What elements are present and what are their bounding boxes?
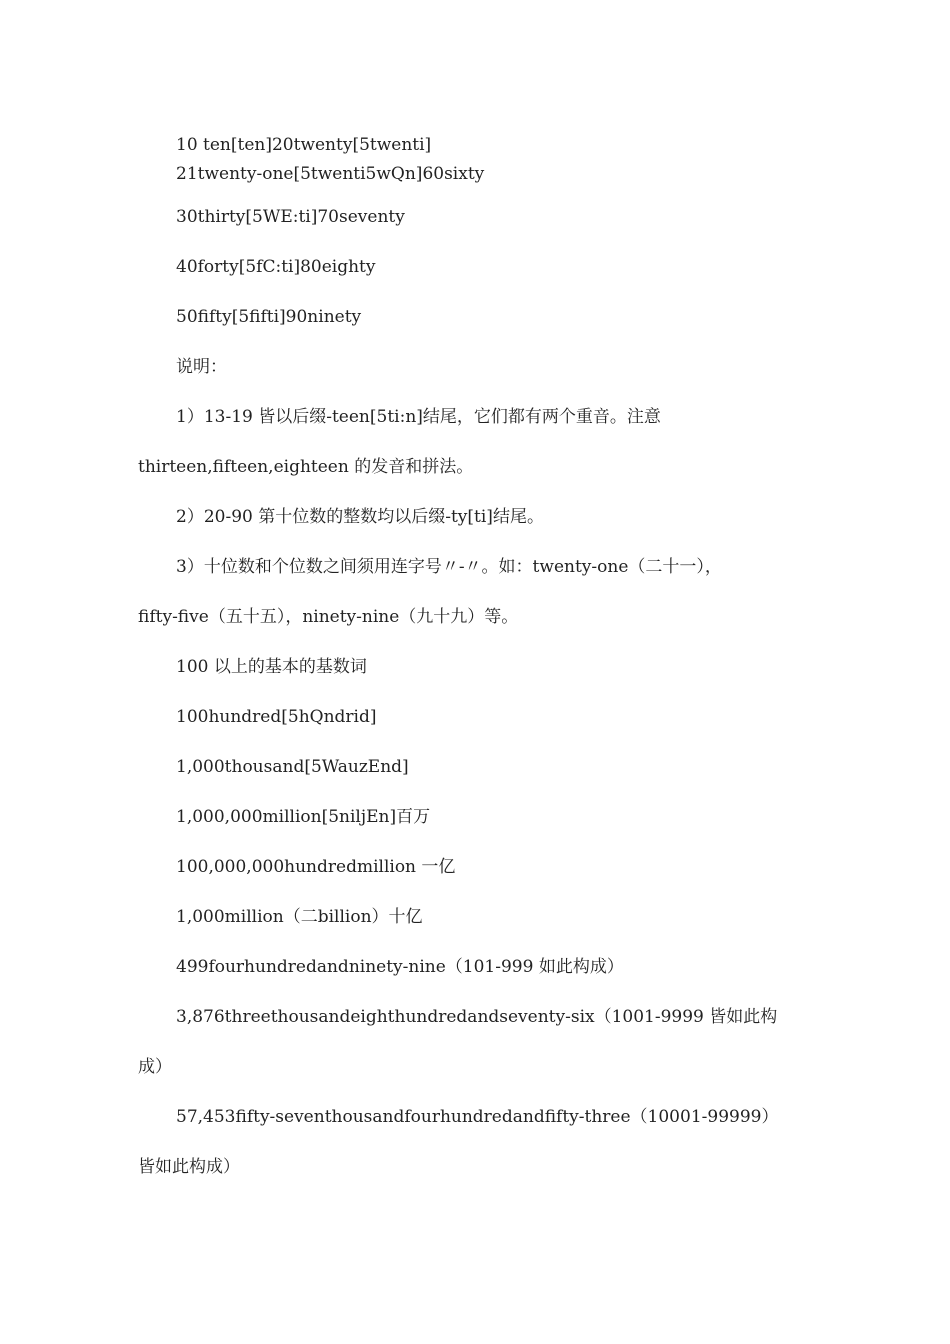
example-499: 499fourhundredandninety-nine（101-999 如此构成） — [176, 957, 624, 977]
example-57453-line-2: 皆如此构成） — [138, 1157, 240, 1177]
text-line-numbers-30-70: 30thirty[5WE:ti]70seventy — [176, 207, 405, 227]
note-3-line-1: 3）十位数和个位数之间须用连字号〃-〃。如：twenty-one（二十一）， — [176, 557, 722, 577]
note-2: 2）20-90 第十位数的整数均以后缀-ty[ti]结尾。 — [176, 507, 544, 527]
text-line-numbers-21-60: 21twenty-one[5twenti5wQn]60sixty — [176, 164, 485, 184]
note-3-line-2: fifty-five（五十五），ninety-nine（九十九）等。 — [138, 607, 519, 627]
section-heading-above-100: 100 以上的基本的基数词 — [176, 657, 367, 677]
example-thousand: 1,000thousand[5WauzEnd] — [176, 757, 409, 777]
note-1-line-1: 1）13-19 皆以后缀-teen[5ti:n]结尾，它们都有两个重音。注意 — [176, 407, 661, 427]
example-billion: 1,000million（二billion）十亿 — [176, 907, 423, 927]
text-line-numbers-40-80: 40forty[5fC:ti]80eighty — [176, 257, 376, 277]
explanation-heading: 说明： — [176, 357, 227, 377]
note-1-line-2: thirteen,fifteen,eighteen 的发音和拼法。 — [138, 457, 474, 477]
example-hundred-million: 100,000,000hundredmillion 一亿 — [176, 857, 456, 877]
text-line-numbers-50-90: 50fifty[5fifti]90ninety — [176, 307, 362, 327]
example-3876-line-2: 成） — [138, 1057, 172, 1077]
example-hundred: 100hundred[5hQndrid] — [176, 707, 377, 727]
example-3876-line-1: 3,876threethousandeighthundredandseventy-six（1001-9999 皆如此构 — [176, 1007, 778, 1027]
example-57453-line-1: 57,453fifty-seventhousandfourhundredandfifty-three（10001-99999） — [176, 1107, 779, 1127]
example-million: 1,000,000million[5niljEn]百万 — [176, 807, 431, 827]
text-line-numbers-10-20: 10 ten[ten]20twenty[5twenti] — [176, 135, 432, 155]
